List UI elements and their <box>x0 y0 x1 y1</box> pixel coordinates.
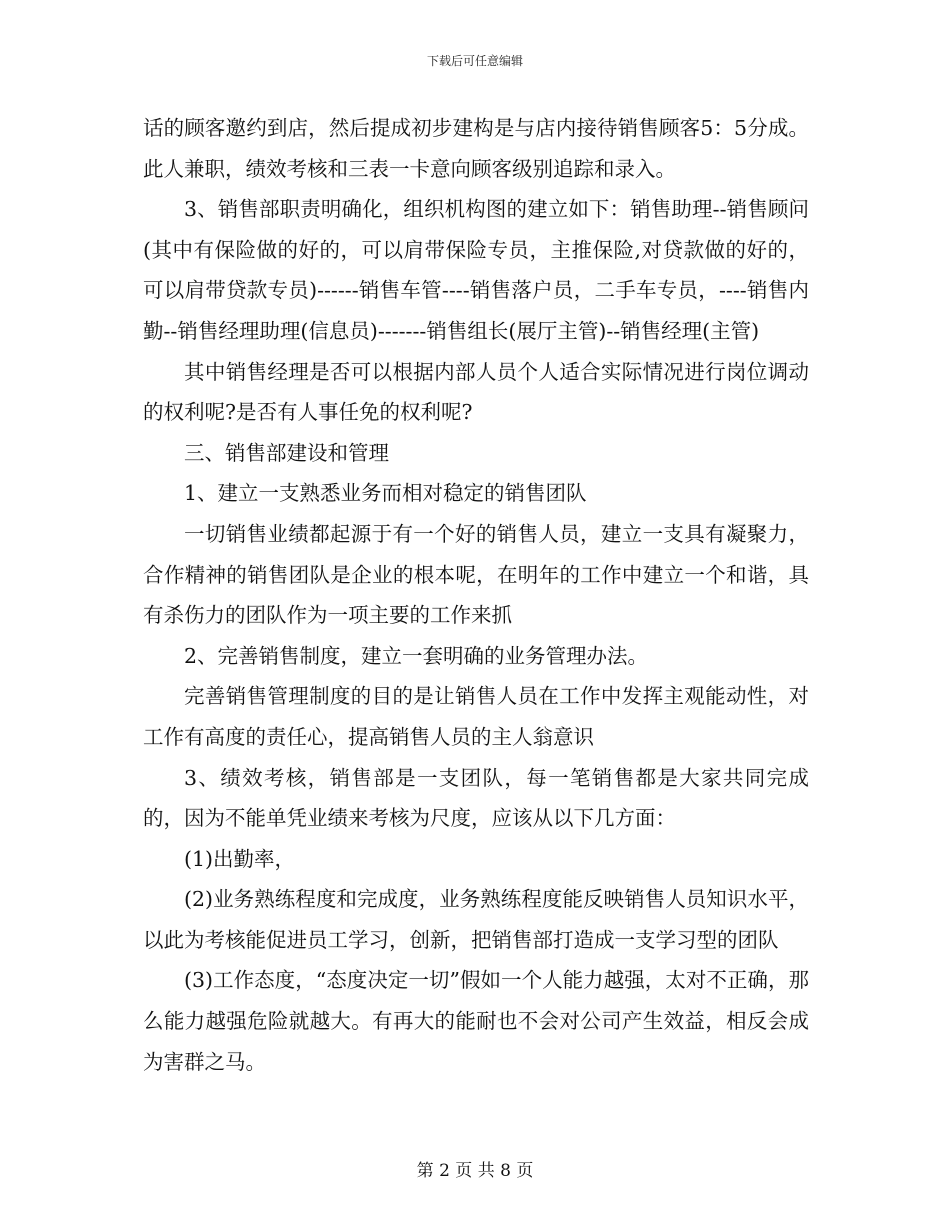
page-header: 下载后可任意编辑 <box>426 54 523 68</box>
list-item: (3)工作态度，“态度决定一切”假如一个人能力越强，太对不正确，那么能力越强危险就越大。有再大的能耐也不会对公司产生效益，相反会成为害群之马。 <box>143 968 809 1074</box>
paragraph: 3、绩效考核，销售部是一支团队，每一笔销售都是大家共同完成的，因为不能单凭业绩来考核为尺度，应该从以下几方面： <box>143 765 809 831</box>
list-item: (1)出勤率， <box>184 846 296 871</box>
paragraph: 一切销售业绩都起源于有一个好的销售人员，建立一支具有凝聚力，合作精神的销售团队是企业的根本呢，在明年的工作中建立一个和谐，具有杀伤力的团队作为一项主要的工作来抓 <box>143 521 809 628</box>
paragraph: 完善销售管理制度的目的是让销售人员在工作中发挥主观能动性，对工作有高度的责任心，提高销售人员的主人翁意识 <box>143 684 809 749</box>
page-number-footer: 第 2 页 共 8 页 <box>416 1161 534 1181</box>
paragraph: 3、销售部职责明确化，组织机构图的建立如下：销售助理--销售顾问(其中有保险做的好的，可以肩带保险专员，主推保险,对贷款做的好的，可以肩带贷款专员)------销售车管----销售落户员，二手车专员，----销售内勤--销售经理助理(信息员)-------销售组长(展厅主管)--销售经理(主管) <box>143 197 809 343</box>
section-heading: 三、销售部建设和管理 <box>184 440 389 465</box>
document-body <box>143 108 809 1082</box>
subsection-heading: 1、建立一支熟悉业务而相对稳定的销售团队 <box>184 481 587 506</box>
subsection-heading: 2、完善销售制度，建立一套明确的业务管理办法。 <box>184 643 649 668</box>
paragraph: 其中销售经理是否可以根据内部人员个人适合实际情况进行岗位调动的权利呢?是否有人事任免的权利呢? <box>143 359 809 425</box>
paragraph: 话的顾客邀约到店，然后提成初步建构是与店内接待销售顾客5：5分成。此人兼职，绩效考核和三表一卡意向顾客级别追踪和录入。 <box>143 116 809 181</box>
list-item: (2)业务熟练程度和完成度，业务熟练程度能反映销售人员知识水平，以此为考核能促进员工学习，创新，把销售部打造成一支学习型的团队 <box>143 887 809 952</box>
